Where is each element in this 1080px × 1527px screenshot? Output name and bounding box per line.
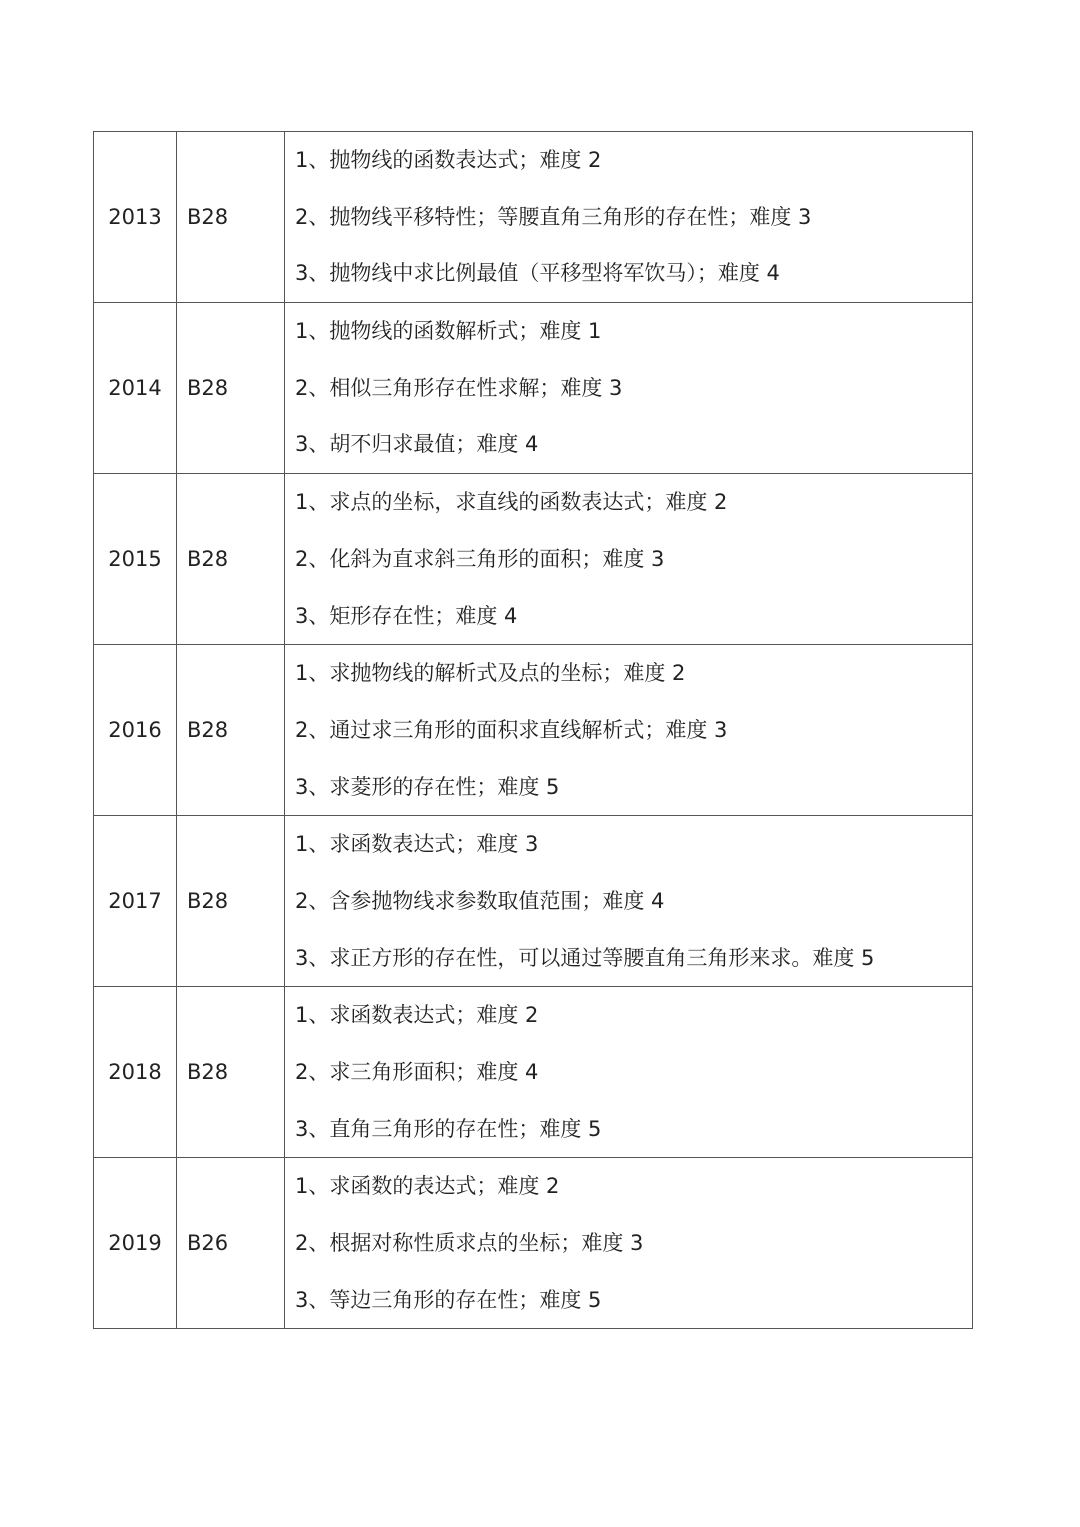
year-cell: 2013 (94, 132, 177, 303)
question-code-cell: B28 (177, 474, 285, 645)
question-code-cell: B28 (177, 303, 285, 474)
topics-cell (285, 474, 973, 645)
year-cell: 2016 (94, 645, 177, 816)
topic-item: 3、求菱形的存在性；难度 5 (295, 774, 560, 799)
topic-item: 2、根据对称性质求点的坐标；难度 3 (295, 1231, 644, 1256)
topic-item: 3、求正方形的存在性，可以通过等腰直角三角形来求。难度 5 (295, 945, 875, 970)
topic-item: 1、抛物线的函数表达式；难度 2 (295, 148, 602, 172)
topic-item: 1、求函数表达式；难度 2 (295, 1003, 539, 1028)
table-row (94, 303, 973, 474)
question-code-cell: B28 (177, 132, 285, 303)
topic-item: 2、通过求三角形的面积求直线解析式；难度 3 (295, 717, 728, 742)
table-row (94, 645, 973, 816)
topic-item: 1、求点的坐标，求直线的函数表达式；难度 2 (295, 490, 728, 515)
exam-analysis-table (93, 131, 973, 1329)
year-cell: 2017 (94, 816, 177, 987)
topic-item: 3、直角三角形的存在性；难度 5 (295, 1116, 602, 1141)
year-cell: 2018 (94, 987, 177, 1158)
table-body (94, 132, 973, 1329)
topics-cell (285, 645, 973, 816)
question-code-cell: B28 (177, 645, 285, 816)
topic-item: 2、含参抛物线求参数取值范围；难度 4 (295, 888, 665, 913)
topic-item: 3、等边三角形的存在性；难度 5 (295, 1287, 602, 1312)
table-row (94, 1158, 973, 1329)
topics-cell (285, 816, 973, 987)
year-cell: 2019 (94, 1158, 177, 1329)
table-row (94, 474, 973, 645)
topic-item: 3、胡不归求最值；难度 4 (295, 432, 539, 457)
topic-item: 2、化斜为直求斜三角形的面积；难度 3 (295, 546, 665, 571)
table-row (94, 132, 973, 303)
table-row (94, 816, 973, 987)
question-code-cell: B28 (177, 816, 285, 987)
topics-cell (285, 1158, 973, 1329)
topics-cell (285, 987, 973, 1158)
topics-cell (285, 132, 973, 303)
topic-item: 2、求三角形面积；难度 4 (295, 1060, 539, 1084)
topic-item: 1、求函数的表达式；难度 2 (295, 1174, 560, 1199)
topic-item: 1、求抛物线的解析式及点的坐标；难度 2 (295, 661, 686, 686)
year-cell: 2015 (94, 474, 177, 645)
topic-item: 1、抛物线的函数解析式；难度 1 (295, 319, 602, 344)
topic-item: 3、抛物线中求比例最值（平移型将军饮马）；难度 4 (295, 261, 780, 286)
year-cell: 2014 (94, 303, 177, 474)
table-row (94, 987, 973, 1158)
topic-item: 2、相似三角形存在性求解；难度 3 (295, 375, 623, 400)
question-code-cell: B26 (177, 1158, 285, 1329)
topic-item: 3、矩形存在性；难度 4 (295, 603, 518, 628)
topics-cell (285, 303, 973, 474)
topic-item: 1、求函数表达式；难度 3 (295, 832, 539, 857)
question-code-cell: B28 (177, 987, 285, 1158)
topic-item: 2、抛物线平移特性；等腰直角三角形的存在性；难度 3 (295, 204, 812, 229)
